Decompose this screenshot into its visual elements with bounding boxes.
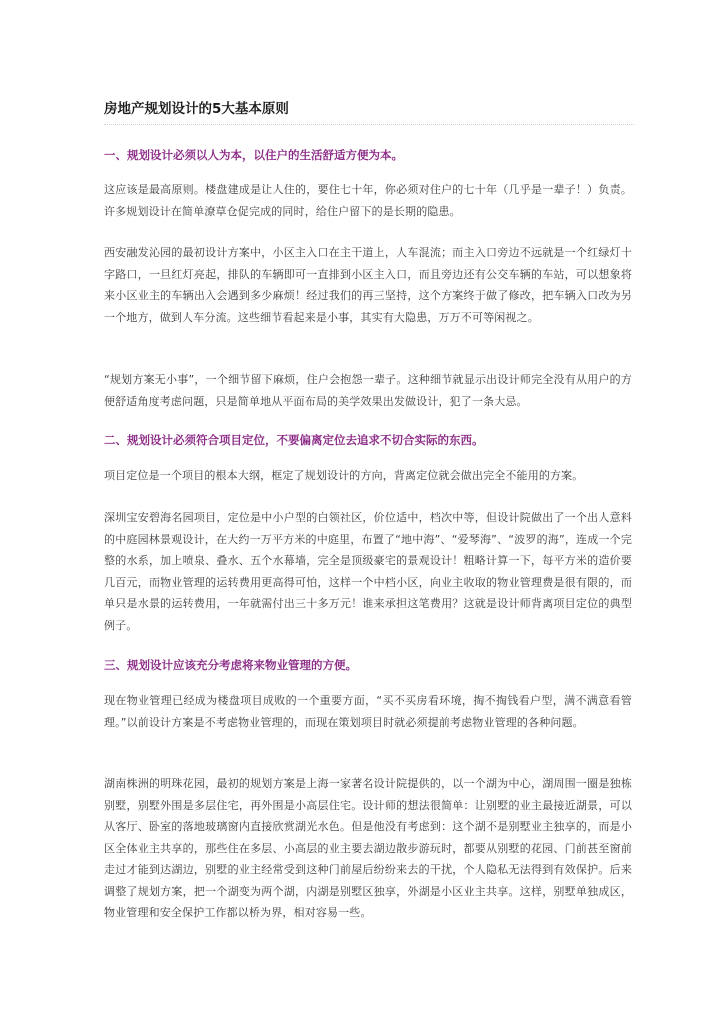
document-title: 房地产规划设计的5大基本原则 <box>104 97 634 125</box>
section-2-paragraph-2: 深圳宝安碧海名园项目，定位是中小户型的白领社区，价位适中，档次中等，但设计院做出了一个出人意料的中庭园林景观设计，在大约一万平方米的中庭里，布置了“地中海”、“爱琴海”、“波罗的海”，连成一个完整的水系，加上喷泉、叠水、五个水幕墙，完全是顶级豪宅的景观设计！粗略计算一下，每平方米的造价要几百元，而物业管理的运转费用更高得可怕，这样一个中档小区，向业主收取的物业管理费是很有限的，而单只是水景的运转费用，一年就需付出三十多万元！谁来承担这笔费用？这就是设计师背离项目定位的典型例子。 <box>104 511 632 632</box>
section-1-paragraph-2: 西安融发沁园的最初设计方案中，小区主入口在主干道上，人车混流；而主入口旁边不远就是一个红绿灯十字路口，一旦红灯亮起，排队的车辆即可一直排到小区主入口，而且旁边还有公交车辆的车站，可以想象将来小区业主的车辆出入会遇到多少麻烦！经过我们的再三坚持，这个方案终于做了修改，把车辆入口改为另一个地方，做到人车分流。这些细节看起来是小事，其实有大隐患，万万不可等闲视之。 <box>104 246 632 324</box>
section-heading-2: 二、规划设计必须符合项目定位，不要偏离定位去追求不切合实际的东西。 <box>104 433 484 447</box>
section-1-paragraph-3: “规划方案无小事”，一个细节留下麻烦，住户会抱怨一辈子。这种细节就显示出设计师完全没有从用户的方便舒适角度考虑问题，只是简单地从平面布局的美学效果出发做设计，犯了一条大忌。 <box>104 373 632 408</box>
section-heading-3: 三、规划设计应该充分考虑将来物业管理的方便。 <box>104 658 357 672</box>
section-heading-1: 一、规划设计必须以人为本，以住户的生活舒适方便为本。 <box>104 148 403 162</box>
section-1-paragraph-1: 这应该是最高原则。楼盘建成是让人住的，要住七十年，你必须对住户的七十年（几乎是一辈子！）负责。许多规划设计在简单潦草仓促完成的同时，给住户留下的是长期的隐患。 <box>104 183 632 218</box>
section-3-paragraph-1: 现在物业管理已经成为楼盘项目成败的一个重要方面，“买不买房看环境，掏不掏钱看户型，满不满意看管理。”以前设计方案是不考虑物业管理的，而现在策划项目时就必须提前考虑物业管理的各种问题。 <box>104 694 632 729</box>
section-3-paragraph-2: 湖南株洲的明珠花园，最初的规划方案是上海一家著名设计院提供的，以一个湖为中心，湖周围一圈是独栋别墅，别墅外围是多层住宅，再外围是小高层住宅。设计师的想法很简单：让别墅的业主最接近湖景，可以从客厅、卧室的落地玻璃窗内直接欣赏湖光水色。但是他没有考虑到：这个湖不是别墅业主独享的，而是小区全体业主共享的，那些住在多层、小高层的业主要去湖边散步游玩时，都要从别墅的花园、门前甚至窗前走过才能到达湖边，别墅的业主经常受到这种门前屋后纷纷来去的干扰，个人隐私无法得到有效保护。后来调整了规划方案，把一个湖变为两个湖，内湖是别墅区独享，外湖是小区业主共享。这样，别墅单独成区，物业管理和安全保护工作都以桥为界，相对容易一些。 <box>104 777 632 919</box>
section-2-paragraph-1: 项目定位是一个项目的根本大纲，框定了规划设计的方向，背离定位就会做出完全不能用的方案。 <box>104 469 584 482</box>
